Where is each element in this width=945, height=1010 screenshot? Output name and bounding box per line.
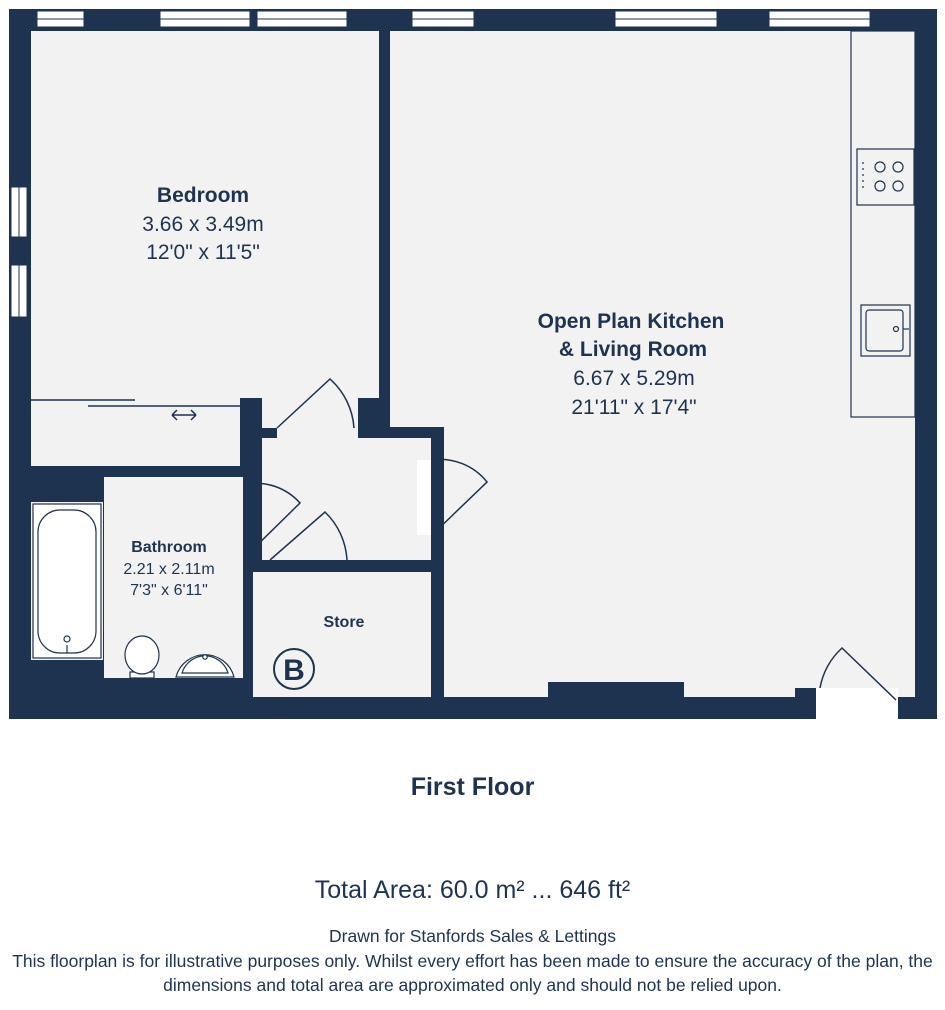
bathroom-imperial: 7'3" x 6'11" [130, 582, 208, 599]
boiler-label: B [283, 654, 305, 687]
bath-bottom-wall [31, 660, 104, 697]
bathroom-right-wall [243, 398, 253, 463]
total-area: Total Area: 60.0 m² ... 646 ft² [314, 876, 631, 904]
store-floor [253, 572, 432, 697]
living-imperial: 21'11" x 17'4" [571, 396, 697, 419]
living-metric: 6.67 x 5.29m [573, 367, 695, 390]
bathroom-metric: 2.21 x 2.11m [123, 561, 215, 578]
living-bottom-wall [548, 682, 684, 697]
entry-gap [816, 688, 898, 719]
toilet-bowl [125, 636, 159, 674]
hall-floor [262, 438, 431, 560]
wardrobe-floor [31, 398, 240, 466]
living-floor-lower [444, 429, 915, 697]
room-floors [31, 31, 915, 719]
disclaimer: This floorplan is for illustrative purposes only. Whilst every effort has been made to ensure the accuracy of the plan, the dimensions and total area are approximated only and should not be relied upon. [12, 951, 933, 995]
bathroom-left-wall [93, 477, 104, 502]
drawn-for: Drawn for Stanfords Sales & Lettings [329, 926, 616, 946]
store-name: Store [323, 614, 365, 631]
bedroom-living-wall [379, 31, 390, 429]
bedroom-metric: 3.66 x 3.49m [142, 213, 264, 236]
floor-name: First Floor [410, 773, 535, 801]
hall-living-wall [431, 429, 444, 697]
wardrobe-bottom-wall [31, 466, 243, 477]
hall-stub [253, 428, 277, 438]
living-name-line2: & Living Room [558, 338, 708, 361]
store-top-wall [347, 560, 431, 572]
bathtub-inner [38, 510, 96, 653]
bedroom-imperial: 12'0" x 11'5" [146, 241, 260, 264]
hall-top-wall [358, 427, 444, 438]
living-door-gap [417, 460, 431, 535]
bath-drain [64, 636, 70, 642]
bathroom-right-wall-lower [243, 560, 253, 697]
entry-jamb-left [795, 688, 816, 697]
bathroom-name: Bathroom [131, 539, 207, 556]
bedroom-name: Bedroom [156, 184, 250, 207]
living-name-line1: Open Plan Kitchen [537, 310, 725, 333]
